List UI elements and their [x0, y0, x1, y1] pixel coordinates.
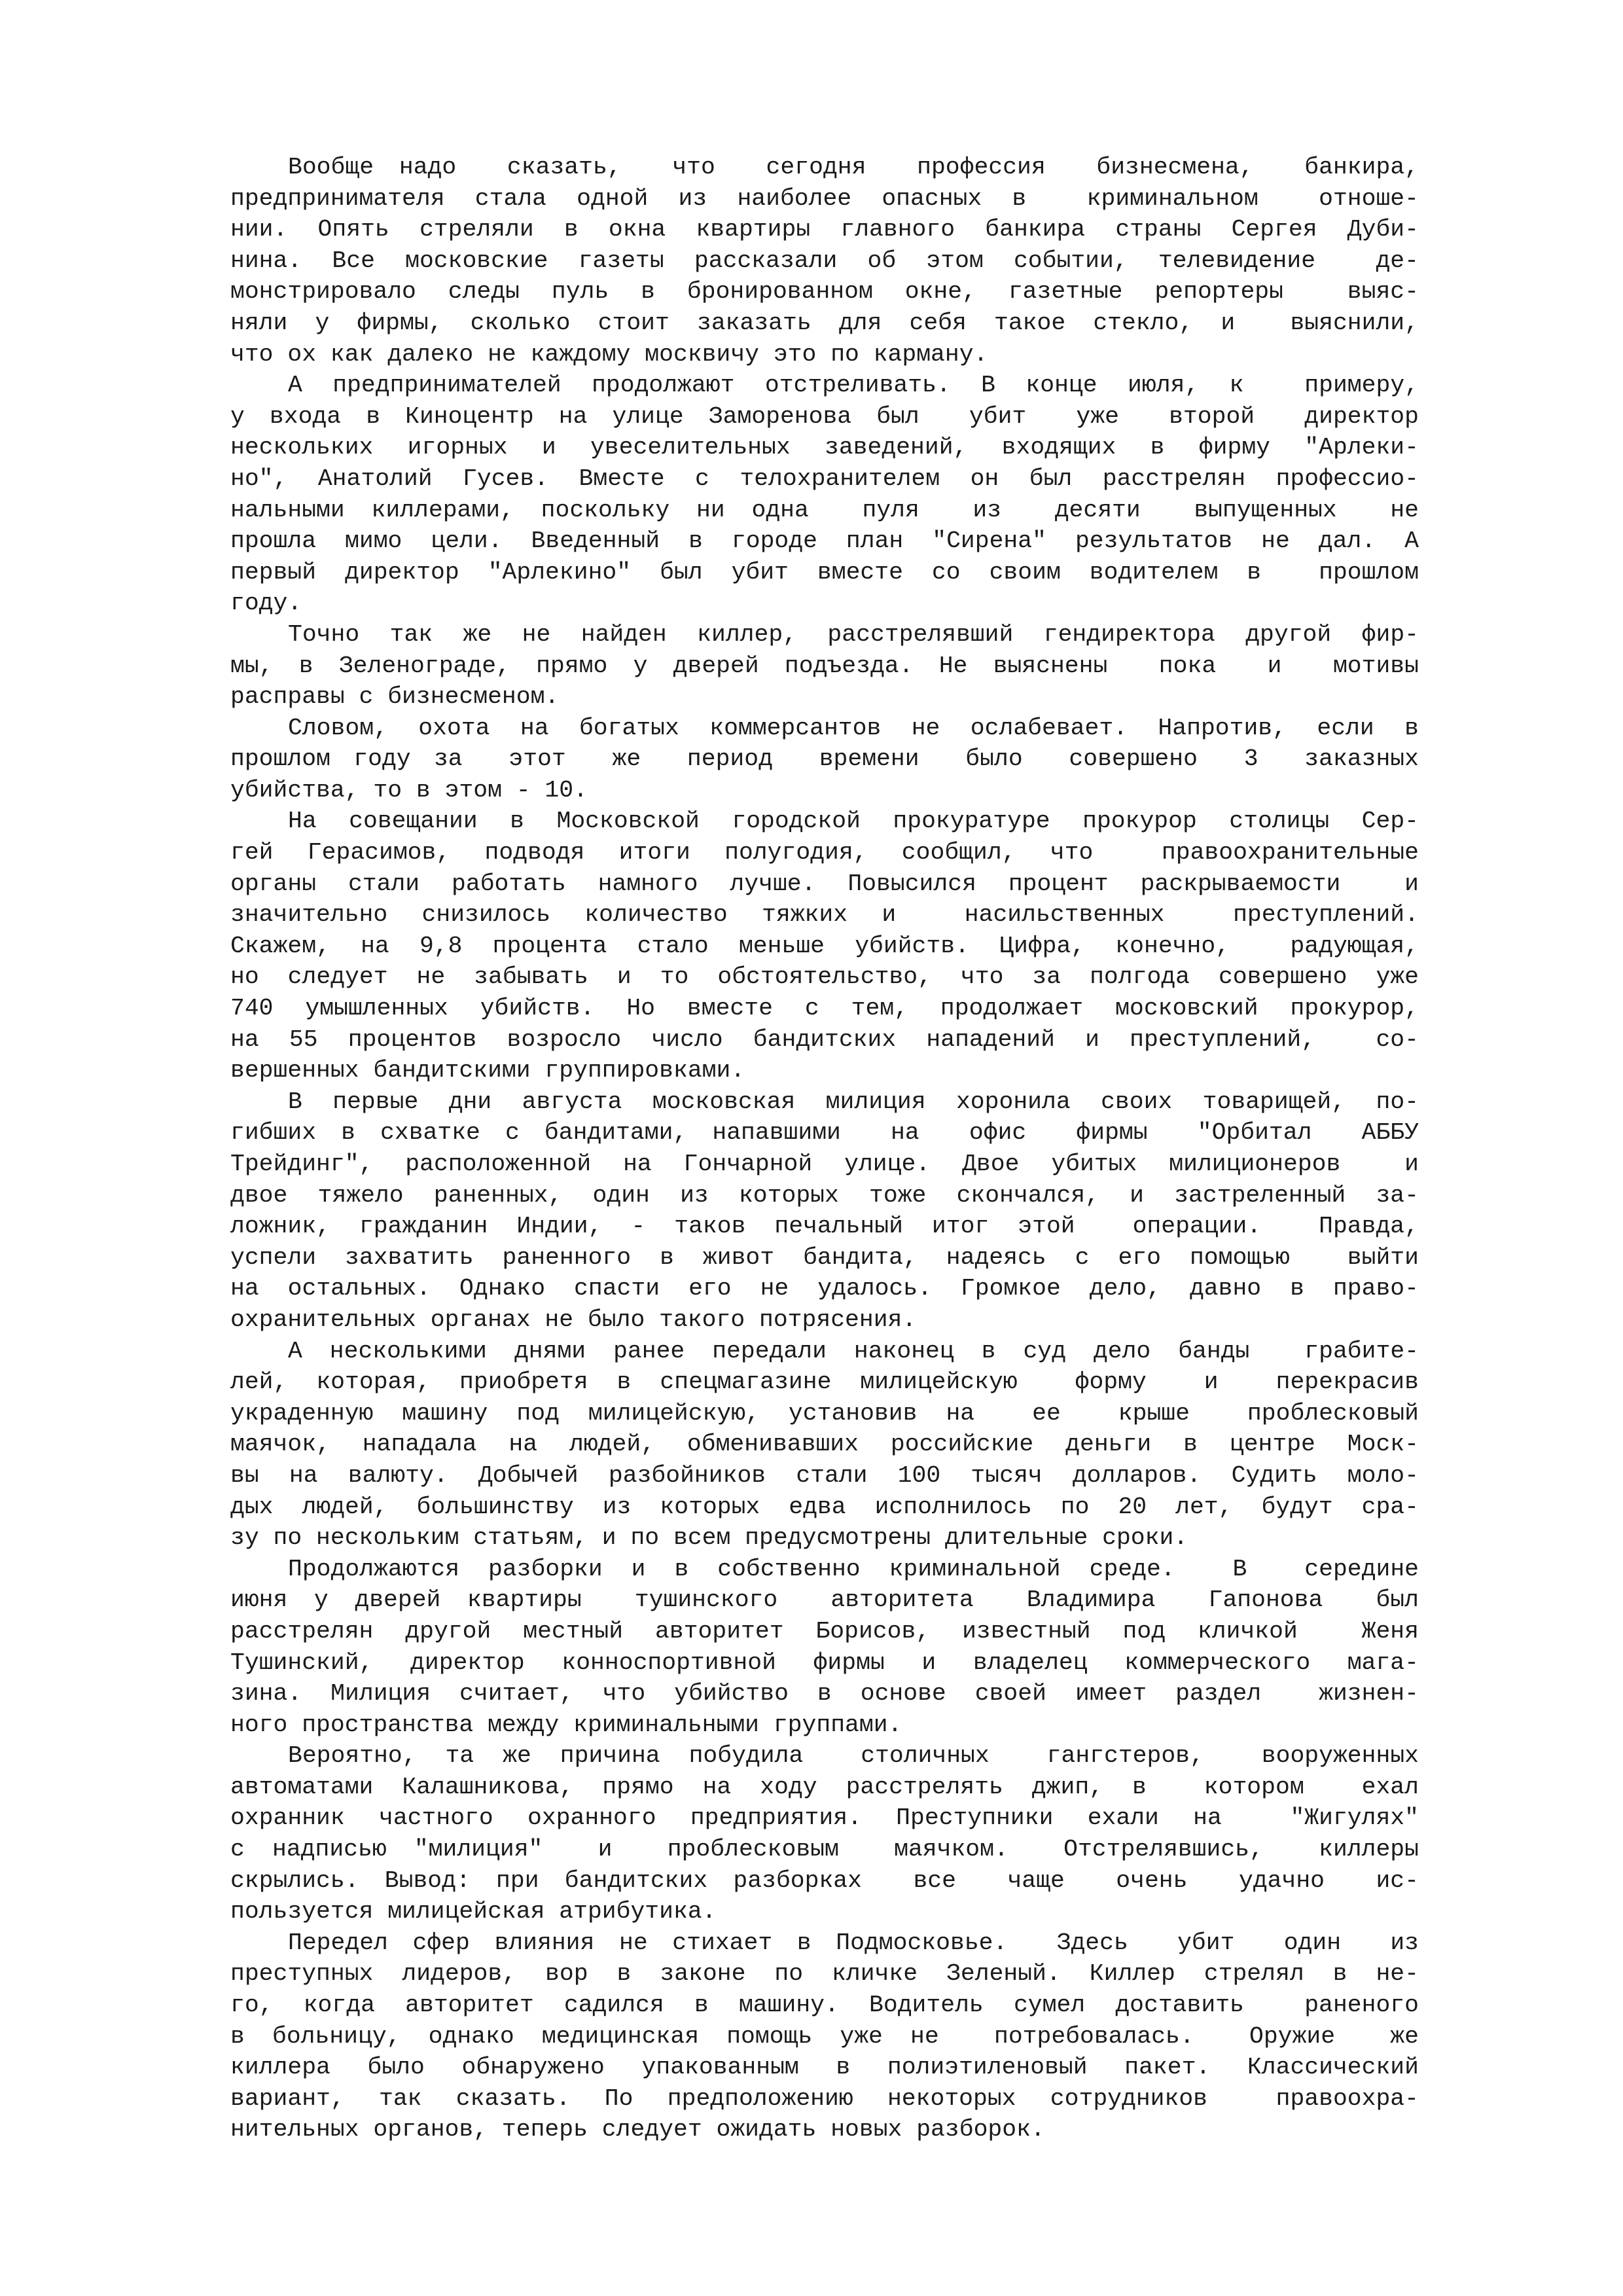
text-line: нальными киллерами, поскольку ни одна пуля из десяти выпущенных не — [230, 496, 1419, 524]
text-line: нескольких игорных и увеселительных заведений, входящих в фирму "Арлеки- — [230, 434, 1419, 461]
text-line: в больницу, однако медицинская помощь уже не потребовалась. Оружие же — [230, 2022, 1419, 2050]
text-line: с надписью "милиция" и проблесковым маячком. Отстрелявшись, киллеры — [230, 1836, 1419, 1863]
text-line: скрылись. Вывод: при бандитских разборках все чаще очень удачно ис- — [230, 1867, 1419, 1894]
text-line: Передел сфер влияния не стихает в Подмосковье. Здесь убит один из — [288, 1929, 1419, 1956]
text-line: расправы с бизнесменом. — [230, 683, 560, 711]
paragraph — [230, 806, 1419, 1086]
text-line: мы, в Зеленограде, прямо у дверей подъезда. Не выяснены пока и мотивы — [230, 652, 1419, 679]
text-line: дых людей, большинству из которых едва исполнилось по 20 лет, будут сра- — [230, 1493, 1419, 1520]
text-line: органы стали работать намного лучше. Повысился процент раскрываемости и — [230, 870, 1419, 897]
text-line: А несколькими днями ранее передали наконец в суд дело банды грабите- — [288, 1337, 1419, 1365]
paragraph — [230, 1554, 1419, 1741]
text-line: А предпринимателей продолжают отстреливать. В конце июля, к примеру, — [288, 372, 1419, 399]
text-line: у входа в Киноцентр на улице Заморенова был убит уже второй директор — [230, 403, 1419, 430]
text-line: Вообще надо сказать, что сегодня профессия бизнесмена, банкира, — [288, 154, 1419, 181]
text-line: двое тяжело раненных, один из которых тоже скончался, и застреленный за- — [230, 1181, 1419, 1209]
text-line: преступных лидеров, вор в законе по кличке Зеленый. Киллер стрелял в не- — [230, 1960, 1419, 1988]
text-line: охранник частного охранного предприятия. Преступники ехали на "Жигулях" — [230, 1804, 1419, 1832]
text-line: Скажем, на 9,8 процента стало меньше убийств. Цифра, конечно, радующая, — [230, 932, 1419, 960]
text-line: вершенных бандитскими группировками. — [230, 1057, 745, 1085]
text-line: На совещании в Московской городской прокуратуре прокурор столицы Сер- — [288, 808, 1419, 835]
text-line: на остальных. Однако спасти его не удалось. Громкое дело, давно в право- — [230, 1275, 1419, 1302]
text-line: лей, которая, приобретя в спецмагазине милицейскую форму и перекрасив — [230, 1369, 1419, 1396]
text-line: ного пространства между криминальными группами. — [230, 1711, 902, 1738]
text-line: нительных органов, теперь следует ожидать новых разборок. — [230, 2116, 1045, 2144]
text-line: нии. Опять стреляли в окна квартиры главного банкира страны Сергея Дуби- — [230, 216, 1419, 243]
text-line: Продолжаются разборки и в собственно криминальной среде. В середине — [288, 1555, 1419, 1583]
text-line: на 55 процентов возросло число бандитских нападений и преступлений, со- — [230, 1026, 1419, 1053]
paragraph — [230, 1336, 1419, 1554]
text-line: прошла мимо цели. Введенный в городе план "Сирена" результатов не дал. А — [230, 528, 1419, 555]
text-line: пользуется милицейская атрибутика. — [230, 1898, 717, 1926]
text-line: маячок, нападала на людей, обменивавших российские деньги в центре Моск- — [230, 1431, 1419, 1458]
text-line: 740 умышленных убийств. Но вместе с тем, продолжает московский прокурор, — [230, 995, 1419, 1022]
paragraph — [230, 713, 1419, 806]
text-line: вариант, так сказать. По предположению некоторых сотрудников правоохра- — [230, 2085, 1419, 2112]
text-line: гибших в схватке с бандитами, напавшими на офис фирмы "Орбитал АББУ — [230, 1119, 1419, 1147]
text-line: Тушинский, директор конноспортивной фирмы и владелец коммерческого мага- — [230, 1649, 1419, 1676]
text-line: убийства, то в этом - 10. — [230, 776, 588, 804]
paragraph — [230, 1086, 1419, 1336]
text-line: няли у фирмы, сколько стоит заказать для себя такое стекло, и выяснили, — [230, 309, 1419, 336]
text-line: расстрелян другой местный авторитет Борисов, известный под кличкой Женя — [230, 1617, 1419, 1645]
article-body — [230, 152, 1419, 2145]
text-line: охранительных органах не было такого потрясения. — [230, 1306, 917, 1333]
text-line: Точно так же не найден киллер, расстрелявший гендиректора другой фир- — [288, 620, 1419, 648]
text-line: прошлом году за этот же период времени было совершено 3 заказных — [230, 745, 1419, 773]
text-line: Трейдинг", расположенной на Гончарной улице. Двое убитых милиционеров и — [230, 1151, 1419, 1177]
paragraph — [230, 1740, 1419, 1928]
paragraph — [230, 152, 1419, 370]
paragraph — [230, 1928, 1419, 2145]
text-line: автоматами Калашникова, прямо на ходу расстрелять джип, в котором ехал — [230, 1773, 1419, 1801]
text-line: гей Герасимов, подводя итоги полугодия, сообщил, что правоохранительные — [230, 839, 1419, 867]
text-line: году. — [230, 590, 302, 617]
text-line: ложник, гражданин Индии, - таков печальный итог этой операции. Правда, — [230, 1213, 1419, 1240]
paragraph — [230, 370, 1419, 619]
text-line: вы на валюту. Добычей разбойников стали 100 тысяч долларов. Судить моло- — [230, 1462, 1419, 1489]
text-line: киллера было обнаружено упакованным в полиэтиленовый пакет. Классический — [230, 2054, 1419, 2081]
paragraph — [230, 619, 1419, 713]
text-line: но следует не забывать и то обстоятельство, что за полгода совершено уже — [230, 963, 1419, 991]
text-line: монстрировало следы пуль в бронированном окне, газетные репортеры выяс- — [230, 278, 1419, 306]
text-line: Словом, охота на богатых коммерсантов не ослабевает. Напротив, если в — [288, 714, 1419, 742]
text-line: июня у дверей квартиры тушинского авторитета Владимира Гапонова был — [230, 1587, 1419, 1614]
text-line: Вероятно, та же причина побудила столичных гангстеров, вооруженных — [288, 1742, 1419, 1770]
text-line: успели захватить раненного в живот бандита, надеясь с его помощью выйти — [230, 1244, 1419, 1271]
text-line: но", Анатолий Гусев. Вместе с телохранителем он был расстрелян профессио- — [230, 465, 1419, 492]
text-line: го, когда авторитет садился в машину. Водитель сумел доставить раненого — [230, 1992, 1419, 2019]
text-line: В первые дни августа московская милиция хоронила своих товарищей, по- — [288, 1088, 1419, 1115]
text-line: зу по нескольким статьям, и по всем предусмотрены длительные сроки. — [230, 1524, 1188, 1552]
text-line: нина. Все московские газеты рассказали об этом событии, телевидение де- — [230, 247, 1419, 274]
text-line: что ох как далеко не каждому москвичу это по карману. — [230, 340, 988, 368]
text-line: зина. Милиция считает, что убийство в основе своей имеет раздел жизнен- — [230, 1680, 1419, 1708]
text-line: предпринимателя стала одной из наиболее опасных в криминальном отноше- — [230, 185, 1419, 212]
text-line: первый директор "Арлекино" был убит вместе со своим водителем в прошлом — [230, 558, 1419, 586]
text-line: значительно снизилось количество тяжких и насильственных преступлений. — [230, 901, 1419, 929]
text-line: украденную машину под милицейскую, установив на ее крыше проблесковый — [230, 1399, 1419, 1427]
